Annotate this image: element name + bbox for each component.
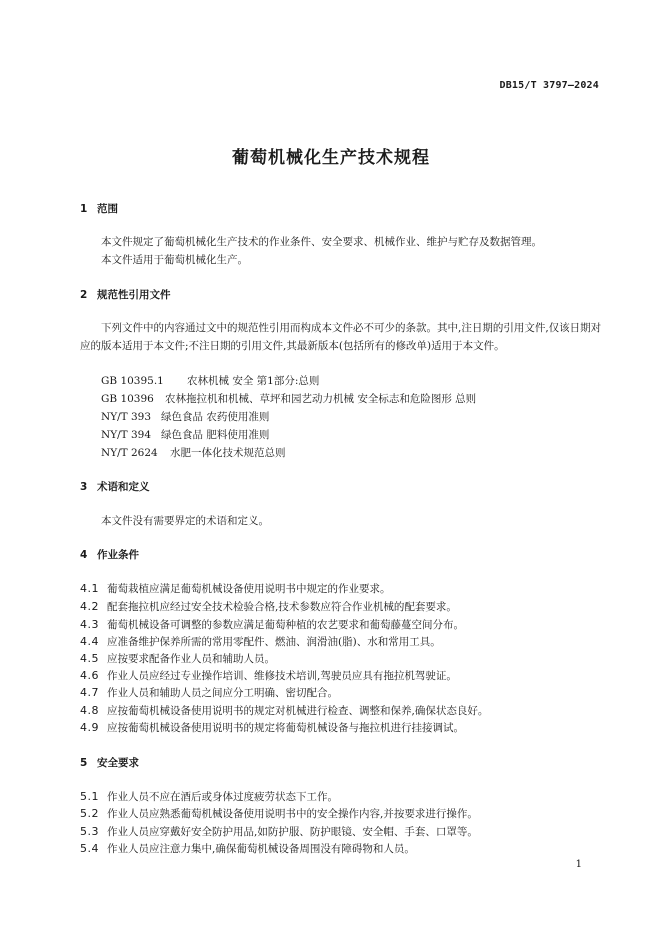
reference-code: NY/T 393: [101, 411, 152, 423]
clause-number: 5.4: [80, 842, 99, 855]
clause-number: 4.4: [80, 635, 99, 648]
reference-code: NY/T 394: [101, 429, 152, 441]
section-number: 1: [80, 203, 88, 215]
clause-item: [80, 720, 464, 735]
scope-paragraph-2: 本文件适用于葡萄机械化生产。: [101, 254, 248, 266]
clause-number: 4.3: [80, 618, 99, 631]
reference-item: [101, 391, 476, 406]
clause-text: 作业人员和辅助人员之间应分工明确、密切配合。: [107, 687, 338, 699]
reference-item: [101, 427, 269, 442]
clause-text: 作业人员应熟悉葡萄机械设备使用说明书中的安全操作内容,并按要求进行操作。: [107, 808, 478, 820]
section-number: 2: [80, 289, 88, 301]
section-title: 范围: [97, 203, 118, 215]
clause-number: 4.8: [80, 704, 99, 717]
clause-item: [80, 599, 457, 614]
clause-item: [80, 806, 478, 821]
standard-code: DB15/T 3797—2024: [499, 80, 599, 91]
clause-number: 4.5: [80, 652, 99, 665]
clause-text: 葡萄栽植应满足葡萄机械设备使用说明书中规定的作业要求。: [107, 583, 391, 595]
references-intro: 下列文件中的内容通过文中的规范性引用而构成本文件必不可少的条款。其中,注日期的引用文件,仅该日期对应的版本适用于本文件;不注日期的引用文件,其最新版本(包括所有的修改单)适用于本文件。: [80, 322, 602, 352]
terms-paragraph: 本文件没有需要界定的术语和定义。: [101, 515, 269, 527]
reference-code: NY/T 2624: [101, 447, 158, 459]
section-number: 5: [80, 757, 88, 769]
section-number: 3: [80, 481, 88, 493]
clause-item: [80, 617, 464, 632]
reference-name: 农林拖拉机和机械、草坪和园艺动力机械 安全标志和危险图形 总则: [165, 393, 477, 405]
section-title: 安全要求: [97, 757, 139, 769]
clause-item: [80, 668, 457, 683]
clause-number: 4.1: [80, 582, 99, 595]
clause-text: 葡萄机械设备可调整的参数应满足葡萄种植的农艺要求和葡萄藤蔓空间分布。: [107, 619, 464, 631]
clause-number: 5.3: [80, 825, 99, 838]
clause-number: 5.1: [80, 790, 99, 803]
clause-text: 作业人员应穿戴好安全防护用品,如防护服、防护眼镜、安全帽、手套、口罩等。: [107, 826, 478, 838]
section-2-heading: [80, 287, 171, 302]
clause-item: [80, 841, 415, 856]
clause-number: 5.2: [80, 807, 99, 820]
clause-text: 应按葡萄机械设备使用说明书的规定将葡萄机械设备与拖拉机进行挂接调试。: [107, 722, 464, 734]
section-1-heading: [80, 201, 118, 216]
clause-number: 4.2: [80, 600, 99, 613]
document-title: 葡萄机械化生产技术规程: [232, 148, 430, 168]
clause-text: 应准备维护保养所需的常用零配件、燃油、润滑油(脂)、水和常用工具。: [107, 636, 441, 648]
section-title: 规范性引用文件: [97, 289, 171, 301]
reference-code: GB 10396: [101, 393, 154, 405]
section-5-heading: [80, 755, 139, 770]
clause-number: 4.7: [80, 686, 99, 699]
clause-item: [80, 789, 338, 804]
clause-number: 4.9: [80, 721, 99, 734]
clause-item: [80, 685, 338, 700]
clause-item: [80, 824, 478, 839]
reference-item: [101, 409, 269, 424]
clause-number: 4.6: [80, 669, 99, 682]
reference-name: 农林机械 安全 第1部分:总则: [187, 375, 320, 387]
clause-text: 作业人员不应在酒后或身体过度疲劳状态下工作。: [107, 791, 338, 803]
section-3-heading: [80, 479, 150, 494]
reference-code: GB 10395.1: [101, 375, 164, 387]
clause-text: 应按葡萄机械设备使用说明书的规定对机械进行检查、调整和保养,确保状态良好。: [107, 705, 489, 717]
clause-item: [80, 703, 488, 718]
reference-name: 绿色食品 农药使用准则: [161, 411, 270, 423]
scope-paragraph-1: 本文件规定了葡萄机械化生产技术的作业条件、安全要求、机械作业、维护与贮存及数据管理。: [101, 236, 542, 248]
page-number: 1: [575, 859, 582, 870]
clause-text: 作业人员应注意力集中,确保葡萄机械设备周围没有障碍物和人员。: [107, 843, 415, 855]
reference-item: [101, 373, 319, 388]
clause-text: 应按要求配备作业人员和辅助人员。: [107, 653, 275, 665]
clause-item: [80, 651, 275, 666]
section-number: 4: [80, 549, 88, 561]
reference-item: [101, 445, 286, 460]
clause-text: 配套拖拉机应经过安全技术检验合格,技术参数应符合作业机械的配套要求。: [107, 601, 457, 613]
section-title: 作业条件: [97, 549, 139, 561]
clause-text: 作业人员应经过专业操作培训、维修技术培训,驾驶员应具有拖拉机驾驶证。: [107, 670, 457, 682]
section-title: 术语和定义: [97, 481, 150, 493]
reference-name: 绿色食品 肥料使用准则: [161, 429, 270, 441]
reference-name: 水肥一体化技术规范总则: [170, 447, 286, 459]
clause-item: [80, 581, 391, 596]
section-4-heading: [80, 547, 139, 562]
clause-item: [80, 634, 441, 649]
